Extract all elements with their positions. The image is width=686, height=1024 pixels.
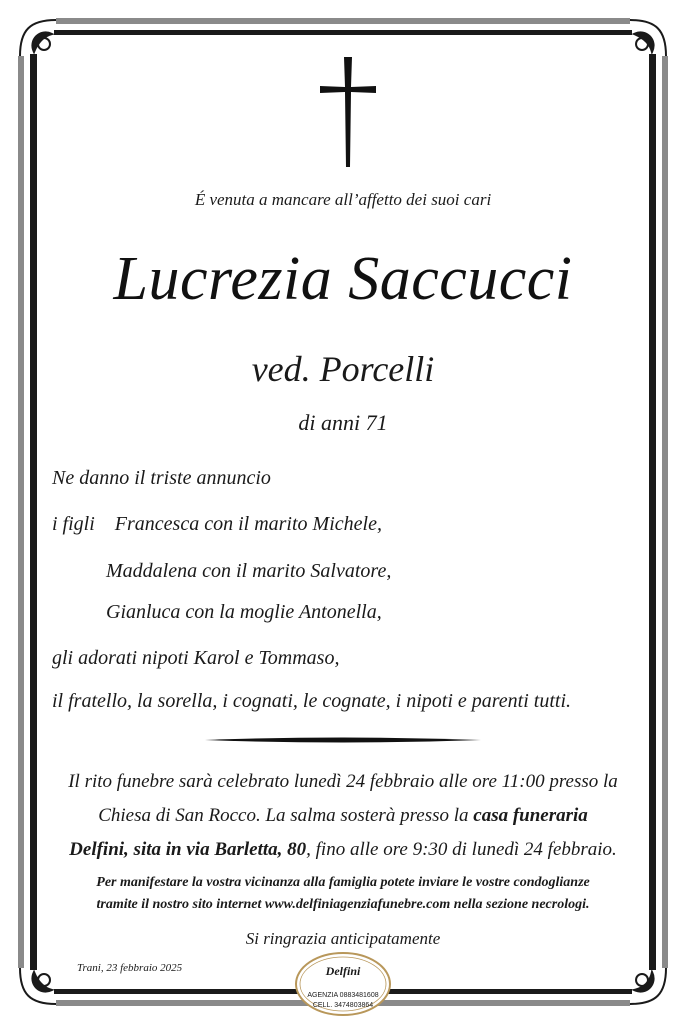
announcement-line-3: Maddalena con il marito Salvatore, (106, 560, 392, 582)
condolences-line-1: Per manifestare la vostra vicinanza alla famiglia potete inviare le vostre condoglianze (96, 875, 590, 890)
place-date: Trani, 23 febbraio 2025 (77, 962, 183, 974)
rite-line-1: Il rito funebre sarà celebrato lunedì 24 febbraio alle ore 11:00 presso la (68, 771, 618, 792)
announcement-line-4: Gianluca con la moglie Antonella, (106, 601, 382, 623)
announcement-line-1: Ne danno il triste annuncio (52, 467, 271, 489)
thanks-text: Si ringrazia anticipatamente (245, 929, 441, 948)
announcement-line-5: gli adorati nipoti Karol e Tommaso, (52, 647, 340, 669)
rite-line-3 (0, 833, 686, 867)
widow-of: ved. Porcelli (251, 349, 435, 389)
rite-line-2 (0, 799, 686, 833)
announcement-line-2-rest: Francesca con il marito Michele, (114, 513, 382, 535)
corner-ornament-top-right (630, 20, 666, 56)
condolences-line-2: tramite il nostro sito internet www.delfiniagenziafunebre.com nella sezione necrologi. (96, 897, 590, 912)
rite-line-3-text: , fino alle ore 9:30 di lunedì 24 febbraio. (306, 839, 617, 860)
corner-ornament-bottom-right (630, 968, 666, 1004)
corner-ornament-top-left (20, 20, 56, 56)
announcement-line-6: il fratello, la sorella, i cognati, le cognate, i nipoti e parenti tutti. (52, 690, 572, 712)
funeral-home-address: Delfini, sita in via Barletta, 80 (69, 839, 307, 860)
agency-logo (294, 951, 392, 1017)
logo-brand: Delfini (325, 964, 361, 978)
funeral-home-label: casa funeraria (473, 805, 588, 826)
age-text: di anni 71 (298, 410, 388, 435)
logo-phone-agency: AGENZIA 0883481608 (307, 992, 379, 999)
deceased-name: Lucrezia Saccucci (113, 245, 573, 313)
rite-line-2-text: Chiesa di San Rocco. La salma sosterà presso la (98, 805, 474, 826)
divider-line (205, 735, 481, 745)
announcement-line-2 (52, 513, 382, 536)
logo-phone-cell: CELL. 3474803864 (312, 1002, 374, 1009)
children-prefix: i figli (52, 513, 95, 535)
corner-ornament-bottom-left (20, 968, 56, 1004)
intro-text: É venuta a mancare all’affetto dei suoi cari (194, 190, 492, 209)
cross-icon (320, 57, 376, 167)
